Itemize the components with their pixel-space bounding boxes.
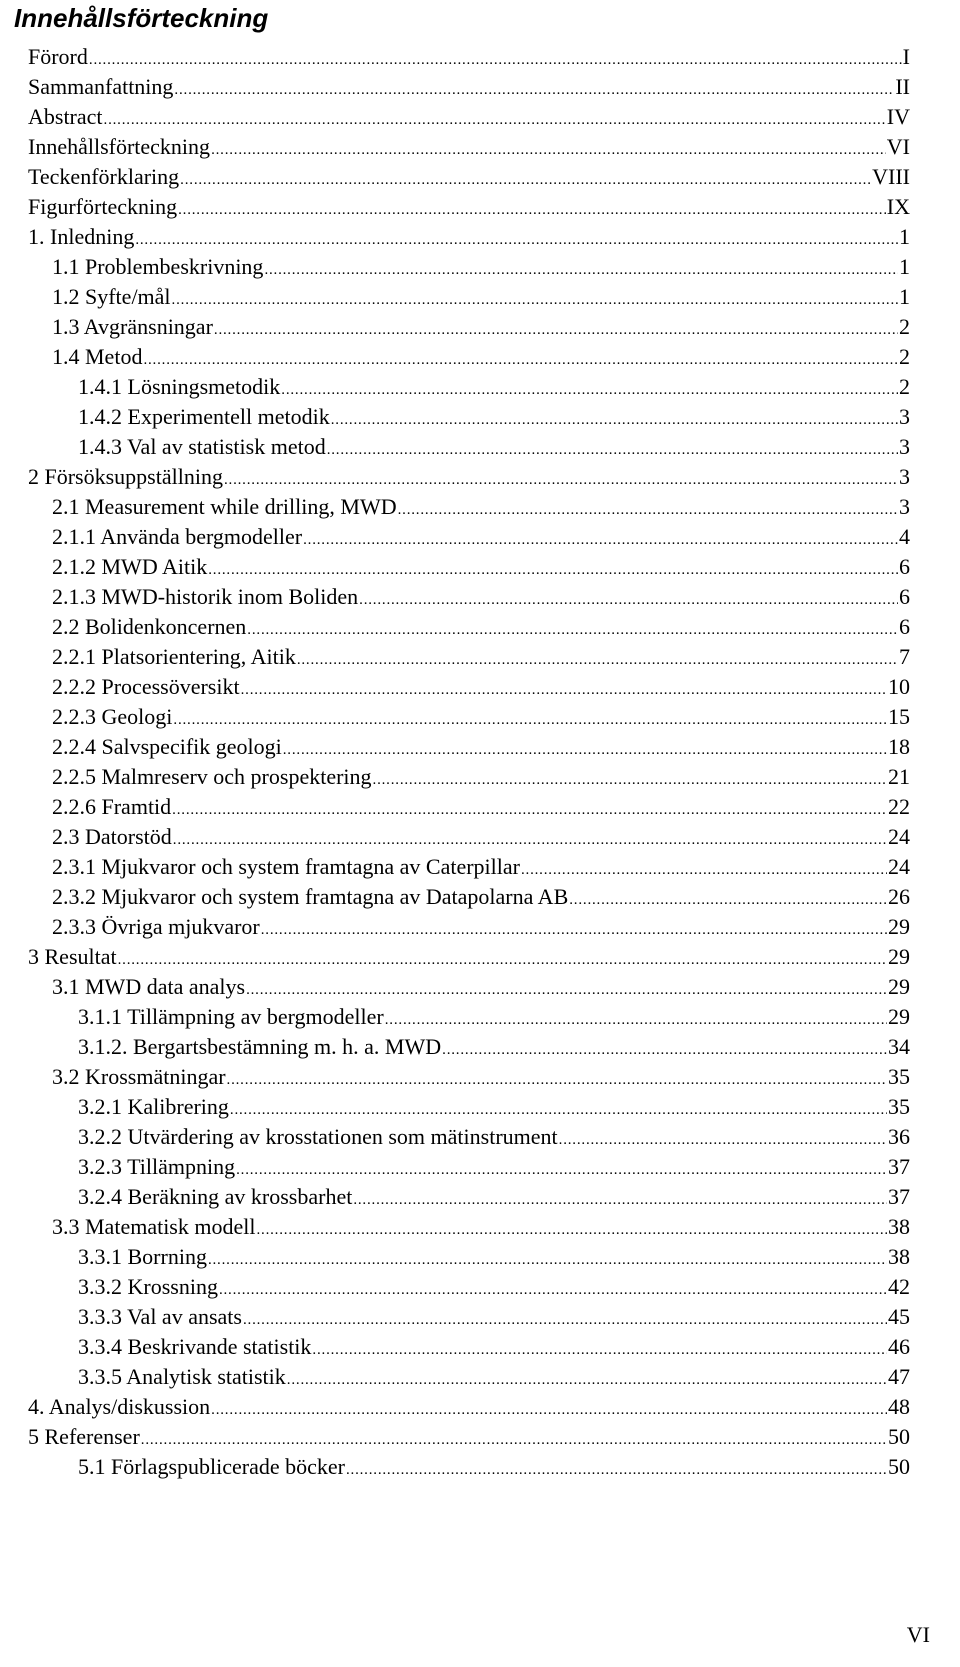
toc-entry-title: 3.3.2 Krossning: [78, 1274, 218, 1299]
dot-leader: [327, 435, 898, 462]
dot-leader: [224, 465, 898, 492]
toc-entry-title: 1.3 Avgränsningar: [52, 314, 213, 339]
toc-entry-page: VIII: [872, 164, 910, 189]
toc-entry[interactable]: [28, 1392, 910, 1422]
toc-entry-page: 47: [888, 1364, 910, 1389]
toc-entry[interactable]: [28, 1422, 910, 1452]
toc-entry-title: 5.1 Förlagspublicerade böcker: [78, 1454, 345, 1479]
toc-entry-title: 3.1 MWD data analys: [52, 974, 246, 999]
dot-leader: [243, 1305, 887, 1332]
toc-entry-page: IV: [886, 104, 910, 129]
toc-entry-page: 6: [899, 614, 910, 639]
toc-entry[interactable]: [28, 342, 910, 372]
toc-entry-page: 42: [888, 1274, 910, 1299]
dot-leader: [303, 525, 898, 552]
toc-entry-title: 4. Analys/diskussion: [28, 1394, 211, 1419]
dot-leader: [211, 1395, 887, 1422]
toc-entry-page: 3: [899, 464, 910, 489]
toc-entry[interactable]: [28, 1152, 910, 1182]
toc-entry-title: 3.2.1 Kalibrering: [78, 1094, 229, 1119]
toc-entry-title: Förord: [28, 44, 88, 69]
toc-entry-title: 1. Inledning: [28, 224, 135, 249]
toc-entry-page: 29: [888, 1004, 910, 1029]
dot-leader: [521, 855, 887, 882]
toc-entry[interactable]: [28, 1302, 910, 1332]
toc-entry-title: 2.2 Bolidenkoncernen: [52, 614, 247, 639]
dot-leader: [331, 405, 898, 432]
dot-leader: [178, 195, 886, 222]
toc-entry-page: 2: [899, 374, 910, 399]
toc-entry[interactable]: [28, 942, 910, 972]
toc-entry-page: 1: [899, 224, 910, 249]
dot-leader: [172, 285, 898, 312]
toc-entry[interactable]: [28, 102, 910, 132]
toc-entry-page: 29: [888, 914, 910, 939]
toc-entry[interactable]: [28, 582, 910, 612]
toc-entry-title: 3 Resultat: [28, 944, 117, 969]
toc-entry[interactable]: [28, 192, 910, 222]
toc-entry-title: 3.2.3 Tillämpning: [78, 1154, 236, 1179]
toc-entry-title: 2.1.3 MWD-historik inom Boliden: [52, 584, 359, 609]
toc-entry-title: 2.2.2 Processöversikt: [52, 674, 240, 699]
toc-entry-title: 2.1.1 Använda bergmodeller: [52, 524, 303, 549]
toc-entry-title: 3.2 Krossmätningar: [52, 1064, 226, 1089]
toc-entry-page: 18: [888, 734, 910, 759]
toc-entry-page: 29: [888, 944, 910, 969]
toc-entry[interactable]: [28, 462, 910, 492]
dot-leader: [247, 615, 898, 642]
dot-leader: [312, 1335, 887, 1362]
toc-entry-page: 22: [888, 794, 910, 819]
toc-entry[interactable]: [28, 162, 910, 192]
toc-entry[interactable]: [28, 402, 910, 432]
dot-leader: [246, 975, 887, 1002]
dot-leader: [264, 255, 898, 282]
toc-entry-title: Figurförteckning: [28, 194, 178, 219]
dot-leader: [173, 705, 887, 732]
toc-entry-page: 3: [899, 434, 910, 459]
toc-entry-page: VI: [886, 134, 910, 159]
toc-entry[interactable]: [28, 972, 910, 1002]
toc-entry-title: 2.2.4 Salvspecifik geologi: [52, 734, 282, 759]
toc-entry-page: 46: [888, 1334, 910, 1359]
toc-entry[interactable]: [28, 612, 910, 642]
dot-leader: [297, 645, 898, 672]
dot-leader: [219, 1275, 887, 1302]
toc-entry[interactable]: [28, 1002, 910, 1032]
toc-entry-title: 2.2.5 Malmreserv och prospektering: [52, 764, 372, 789]
dot-leader: [230, 1095, 887, 1122]
toc-entry[interactable]: [28, 1032, 910, 1062]
toc-entry-title: 3.1.1 Tillämpning av bergmodeller: [78, 1004, 384, 1029]
toc-entry-title: 3.3 Matematisk modell: [52, 1214, 256, 1239]
toc-entry[interactable]: [28, 1182, 910, 1212]
dot-leader: [236, 1155, 887, 1182]
toc-entry-page: 24: [888, 854, 910, 879]
toc-entry[interactable]: [28, 72, 910, 102]
dot-leader: [261, 915, 887, 942]
dot-leader: [135, 225, 898, 252]
toc-entry-page: 21: [888, 764, 910, 789]
toc-entry-title: 3.3.1 Borrning: [78, 1244, 207, 1269]
toc-entry-page: 6: [899, 554, 910, 579]
toc-entry-page: 24: [888, 824, 910, 849]
toc-entry-page: 37: [888, 1184, 910, 1209]
toc-entry-page: 4: [899, 524, 910, 549]
toc-entry-title: Sammanfattning: [28, 74, 174, 99]
toc-entry-title: 1.4.3 Val av statistisk metod: [78, 434, 326, 459]
dot-leader: [173, 825, 887, 852]
toc-entry[interactable]: [28, 702, 910, 732]
toc-entry-page: 35: [888, 1064, 910, 1089]
toc-entry-page: 3: [899, 494, 910, 519]
dot-leader: [180, 165, 871, 192]
toc-entry-title: Teckenförklaring: [28, 164, 180, 189]
toc-entry-title: 2.1.2 MWD Aitik: [52, 554, 208, 579]
toc-entry-page: 3: [899, 404, 910, 429]
dot-leader: [241, 675, 887, 702]
toc-entry-title: 3.2.2 Utvärdering av krosstationen som mätinstrument: [78, 1124, 558, 1149]
toc-entry-title: 3.3.4 Beskrivande statistik: [78, 1334, 312, 1359]
toc-entry[interactable]: [28, 912, 910, 942]
toc-entry-title: Innehållsförteckning: [28, 134, 211, 159]
dot-leader: [346, 1455, 887, 1482]
toc-entry-title: 1.2 Syfte/mål: [52, 284, 171, 309]
dot-leader: [398, 495, 898, 522]
page-number: VI: [906, 1622, 930, 1647]
page-title: Innehållsförteckning: [14, 3, 269, 33]
toc-entry[interactable]: [28, 1452, 910, 1482]
toc-entry-page: 50: [888, 1454, 910, 1479]
toc-entry-title: 2 Försöksuppställning: [28, 464, 223, 489]
toc-entry[interactable]: [28, 1062, 910, 1092]
toc-entry[interactable]: [28, 312, 910, 342]
toc-entry[interactable]: [28, 132, 910, 162]
dot-leader: [256, 1215, 887, 1242]
toc-entry-title: 2.2.6 Framtid: [52, 794, 172, 819]
toc-entry-page: 15: [888, 704, 910, 729]
toc-entry[interactable]: [28, 1242, 910, 1272]
dot-leader: [559, 1125, 887, 1152]
dot-leader: [89, 45, 902, 72]
toc-entry-page: I: [902, 44, 910, 69]
toc-entry-page: II: [895, 74, 910, 99]
toc-entry-title: 2.2.1 Platsorientering, Aitik: [52, 644, 296, 669]
toc-entry-title: 3.2.4 Beräkning av krossbarhet: [78, 1184, 353, 1209]
toc-entry-page: 1: [899, 284, 910, 309]
dot-leader: [143, 345, 898, 372]
toc-entry-page: 38: [888, 1214, 910, 1239]
toc-entry[interactable]: [28, 852, 910, 882]
toc-entry-title: 3.3.3 Val av ansats: [78, 1304, 242, 1329]
toc-entry-page: 38: [888, 1244, 910, 1269]
toc-entry-page: 37: [888, 1154, 910, 1179]
dot-leader: [211, 135, 886, 162]
toc-entry[interactable]: [28, 282, 910, 312]
toc-entry[interactable]: [28, 252, 910, 282]
toc-entry-title: 1.4 Metod: [52, 344, 143, 369]
toc-entry[interactable]: [28, 1362, 910, 1392]
toc-entry-title: 1.1 Problembeskrivning: [52, 254, 264, 279]
toc-entry-page: 2: [899, 314, 910, 339]
toc-entry-page: 6: [899, 584, 910, 609]
dot-leader: [283, 735, 887, 762]
toc-entry-title: 5 Referenser: [28, 1424, 140, 1449]
toc-entry[interactable]: [28, 522, 910, 552]
dot-leader: [442, 1035, 887, 1062]
toc-entry[interactable]: [28, 1272, 910, 1302]
toc-entry[interactable]: [28, 672, 910, 702]
dot-leader: [281, 375, 898, 402]
dot-leader: [227, 1065, 887, 1092]
toc-entry[interactable]: [28, 552, 910, 582]
dot-leader: [287, 1365, 887, 1392]
dot-leader: [385, 1005, 887, 1032]
dot-leader: [373, 765, 887, 792]
toc-entry-page: IX: [886, 194, 910, 219]
dot-leader: [118, 945, 887, 972]
toc-entry[interactable]: [28, 372, 910, 402]
toc-entry-title: 1.4.1 Lösningsmetodik: [78, 374, 281, 399]
toc-entry-page: 29: [888, 974, 910, 999]
dot-leader: [104, 105, 886, 132]
toc-entry[interactable]: [28, 432, 910, 462]
toc-entry[interactable]: [28, 792, 910, 822]
toc-entry-title: 2.3.2 Mjukvaror och system framtagna av Datapolarna AB: [52, 884, 569, 909]
dot-leader: [172, 795, 887, 822]
toc-entry[interactable]: [28, 1212, 910, 1242]
dot-leader: [353, 1185, 887, 1212]
dot-leader: [208, 1245, 887, 1272]
toc-entry[interactable]: [28, 642, 910, 672]
toc-entry[interactable]: [28, 492, 910, 522]
toc-entry-title: 2.3.3 Övriga mjukvaror: [52, 914, 260, 939]
toc-entry[interactable]: [28, 882, 910, 912]
toc-entry-title: Abstract: [28, 104, 103, 129]
toc-entry-title: 2.1 Measurement while drilling, MWD: [52, 494, 397, 519]
dot-leader: [141, 1425, 887, 1452]
toc-entry-page: 10: [888, 674, 910, 699]
dot-leader: [569, 885, 887, 912]
toc-entry-page: 7: [899, 644, 910, 669]
dot-leader: [208, 555, 898, 582]
toc-entry-page: 2: [899, 344, 910, 369]
dot-leader: [174, 75, 894, 102]
toc-entry[interactable]: [28, 762, 910, 792]
toc-entry[interactable]: [28, 1092, 910, 1122]
table-of-contents: [28, 42, 910, 1482]
toc-entry-page: 48: [888, 1394, 910, 1419]
toc-entry-page: 1: [899, 254, 910, 279]
toc-entry[interactable]: [28, 1332, 910, 1362]
toc-entry-title: 2.3 Datorstöd: [52, 824, 172, 849]
toc-entry[interactable]: [28, 732, 910, 762]
toc-entry-title: 1.4.2 Experimentell metodik: [78, 404, 330, 429]
toc-entry-title: 2.2.3 Geologi: [52, 704, 173, 729]
dot-leader: [214, 315, 898, 342]
toc-entry-page: 34: [888, 1034, 910, 1059]
toc-entry-page: 36: [888, 1124, 910, 1149]
toc-entry[interactable]: [28, 222, 910, 252]
toc-entry[interactable]: [28, 1122, 910, 1152]
toc-entry-page: 35: [888, 1094, 910, 1119]
toc-entry[interactable]: [28, 822, 910, 852]
toc-entry[interactable]: [28, 42, 910, 72]
toc-entry-title: 3.1.2. Bergartsbestämning m. h. a. MWD: [78, 1034, 442, 1059]
toc-entry-title: 3.3.5 Analytisk statistik: [78, 1364, 286, 1389]
toc-entry-page: 26: [888, 884, 910, 909]
toc-entry-page: 50: [888, 1424, 910, 1449]
toc-entry-title: 2.3.1 Mjukvaror och system framtagna av Caterpillar: [52, 854, 520, 879]
toc-entry-page: 45: [888, 1304, 910, 1329]
dot-leader: [359, 585, 898, 612]
